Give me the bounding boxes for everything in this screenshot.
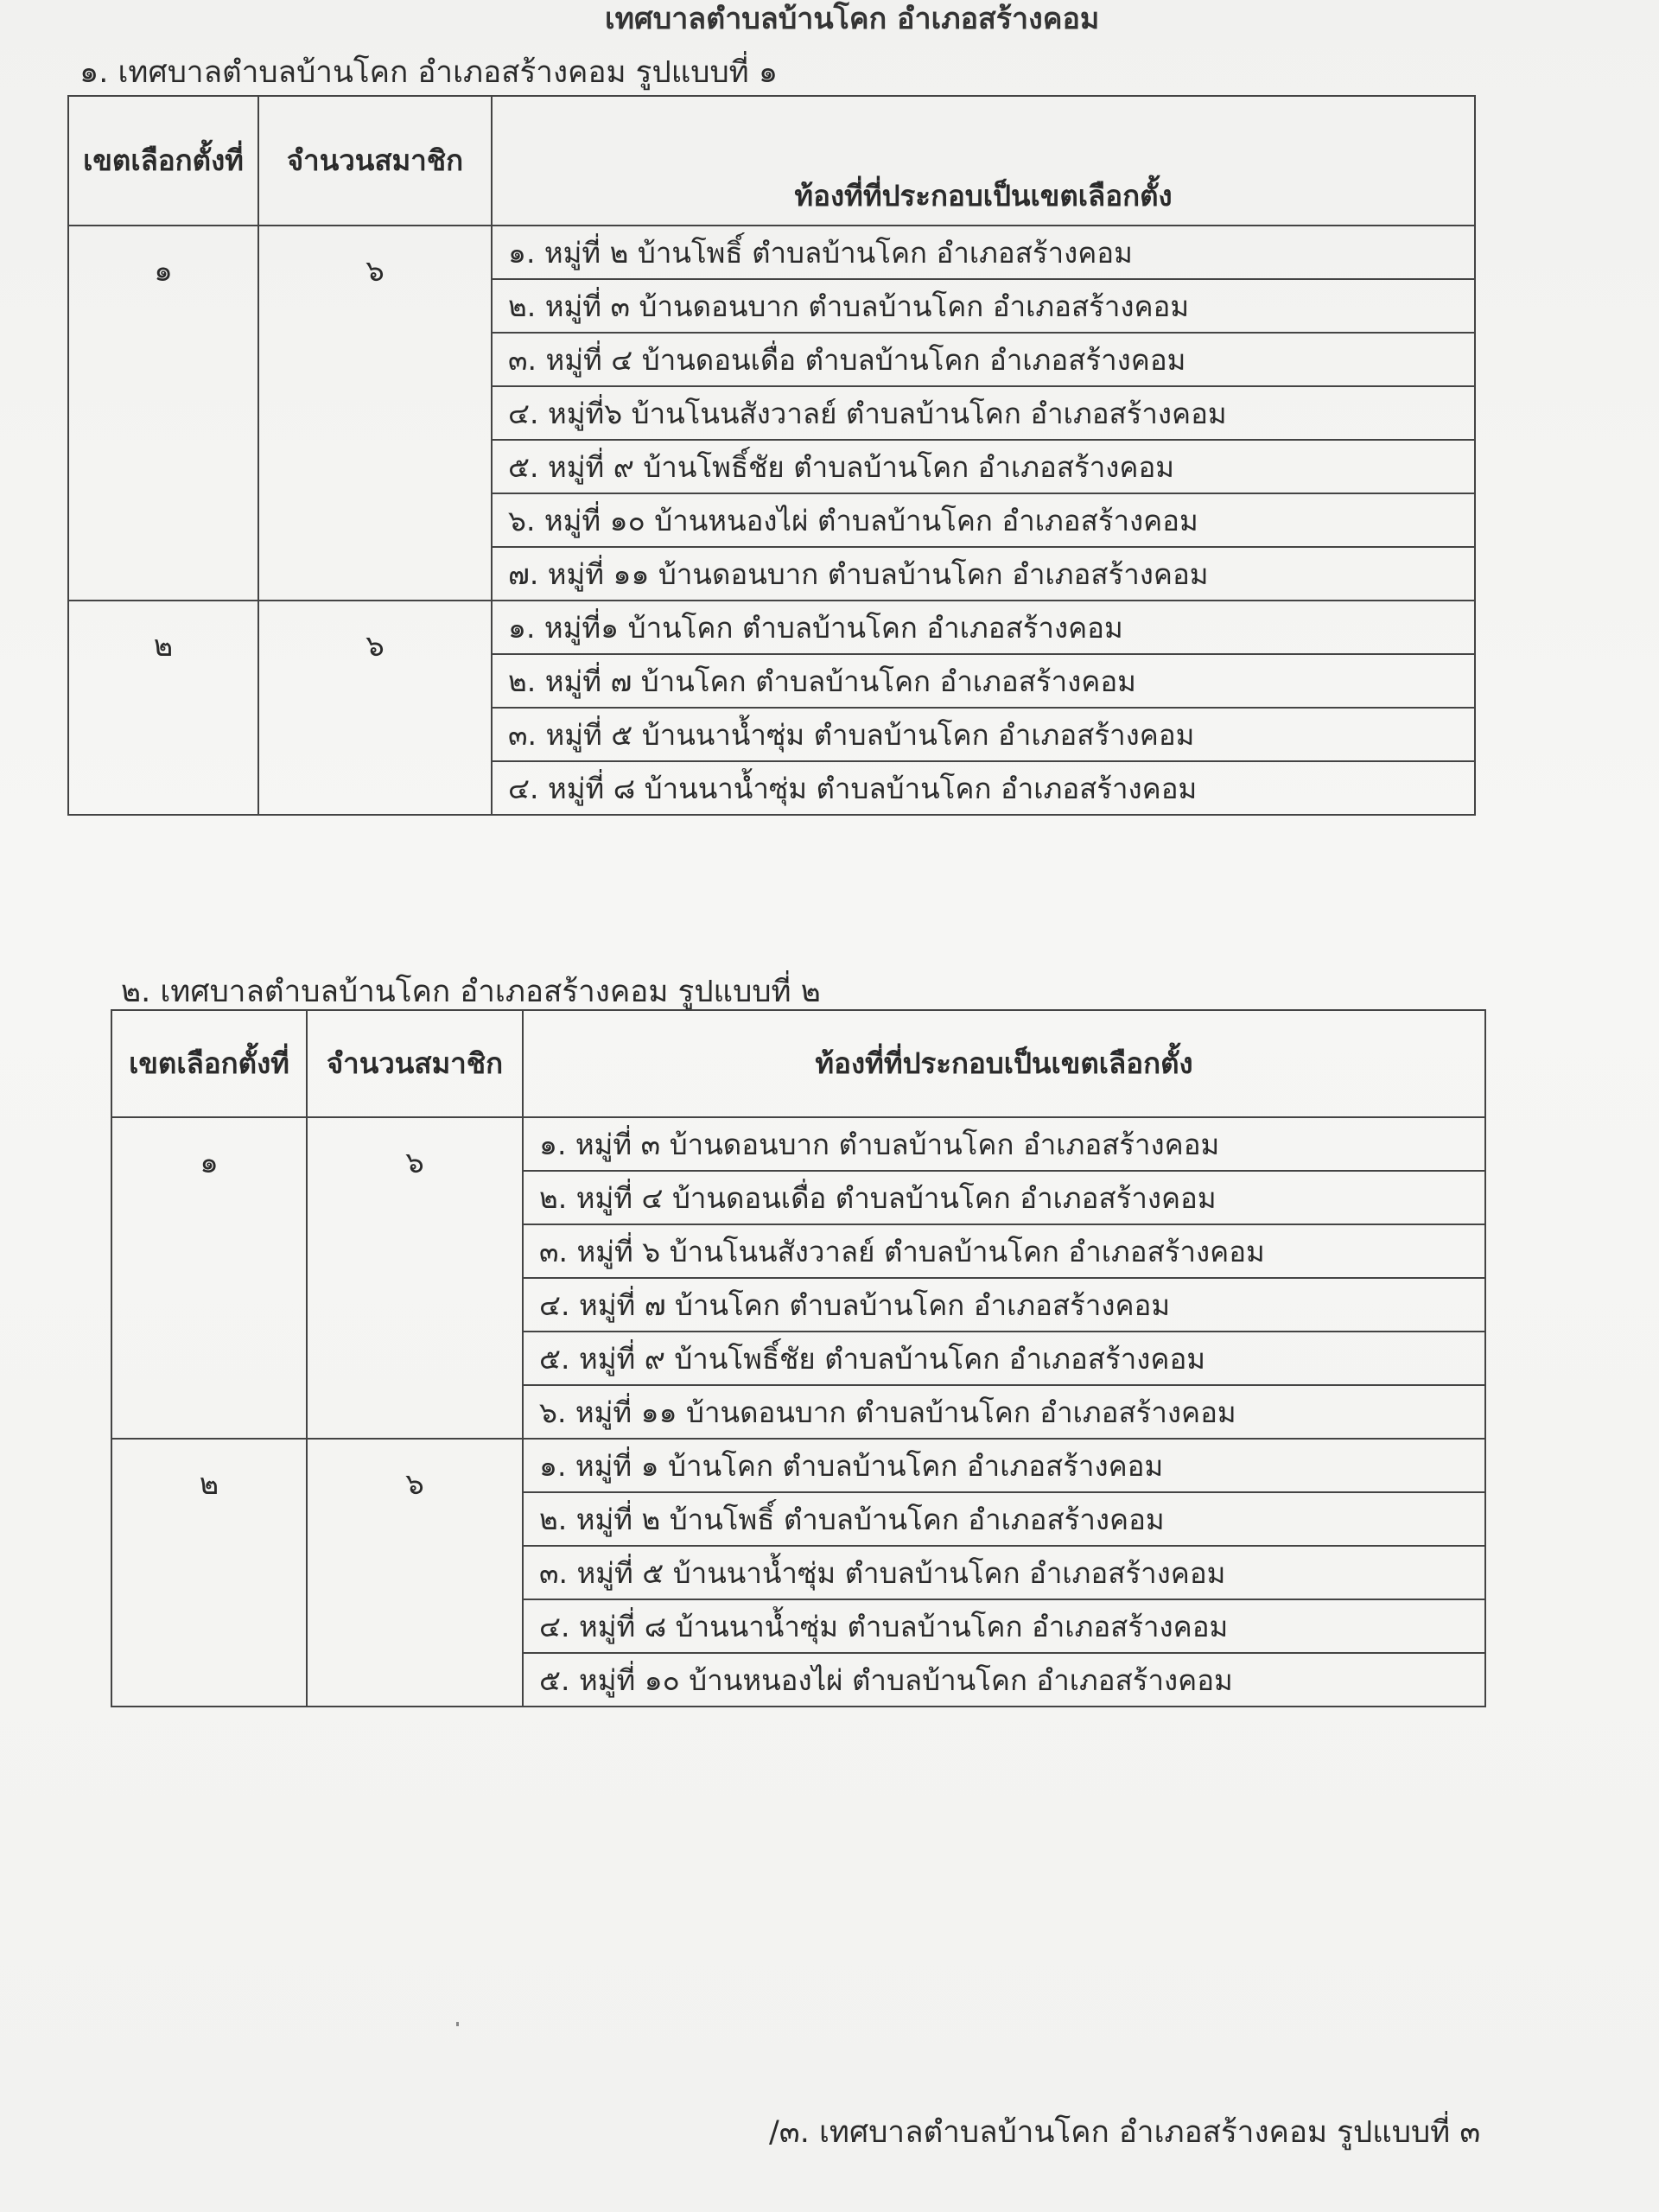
member-count-cell: ๖ — [307, 1439, 523, 1707]
area-cell: ๓. หมู่ที่ ๕ บ้านนาน้ำซุ่ม ตำบลบ้านโคก อำเภอสร้างคอม — [523, 1546, 1485, 1599]
section1-table — [67, 95, 1476, 816]
area-cell: ๔. หมู่ที่ ๘ บ้านนาน้ำซุ่ม ตำบลบ้านโคก อำเภอสร้างคอม — [523, 1599, 1485, 1653]
area-cell: ๕. หมู่ที่ ๑๐ บ้านหนองไผ่ ตำบลบ้านโคก อำเภอสร้างคอม — [523, 1653, 1485, 1707]
page-header: เทศบาลตำบลบ้านโคก อำเภอสร้างคอม — [605, 2, 1100, 36]
area-cell: ๓. หมู่ที่ ๔ บ้านดอนเดื่อ ตำบลบ้านโคก อำเภอสร้างคอม — [492, 333, 1475, 386]
section2-title: ๒. เทศบาลตำบลบ้านโคก อำเภอสร้างคอม รูปแบบที่ ๒ — [121, 975, 821, 1009]
area-cell: ๒. หมู่ที่ ๓ บ้านดอนบาก ตำบลบ้านโคก อำเภอสร้างคอม — [492, 279, 1475, 333]
area-cell: ๔. หมู่ที่ ๗ บ้านโคก ตำบลบ้านโคก อำเภอสร้างคอม — [523, 1278, 1485, 1332]
continuation-note: /๓. เทศบาลตำบลบ้านโคก อำเภอสร้างคอม รูปแบบที่ ๓ — [769, 2115, 1481, 2150]
district-column-header: เขตเลือกตั้งที่ — [111, 1010, 307, 1117]
area-cell: ๒. หมู่ที่ ๒ บ้านโพธิ์ ตำบลบ้านโคก อำเภอสร้างคอม — [523, 1492, 1485, 1546]
table-row — [68, 226, 1475, 279]
members-column-header: จำนวนสมาชิก — [258, 96, 492, 226]
area-cell: ๑. หมู่ที่๑ บ้านโคก ตำบลบ้านโคก อำเภอสร้างคอม — [492, 601, 1475, 654]
district-number-cell: ๑ — [111, 1117, 307, 1439]
area-cell: ๑. หมู่ที่ ๑ บ้านโคก ตำบลบ้านโคก อำเภอสร้างคอม — [523, 1439, 1485, 1492]
area-cell: ๑. หมู่ที่ ๒ บ้านโพธิ์ ตำบลบ้านโคก อำเภอสร้างคอม — [492, 226, 1475, 279]
area-cell: ๗. หมู่ที่ ๑๑ บ้านดอนบาก ตำบลบ้านโคก อำเภอสร้างคอม — [492, 547, 1475, 601]
table-row — [111, 1117, 1485, 1171]
member-count-cell: ๖ — [258, 601, 492, 815]
area-cell: ๕. หมู่ที่ ๙ บ้านโพธิ์ชัย ตำบลบ้านโคก อำเภอสร้างคอม — [492, 440, 1475, 493]
areas-column-header: ท้องที่ที่ประกอบเป็นเขตเลือกตั้ง — [523, 1010, 1485, 1117]
area-cell: ๓. หมู่ที่ ๖ บ้านโนนสังวาลย์ ตำบลบ้านโคก อำเภอสร้างคอม — [523, 1224, 1485, 1278]
area-cell: ๒. หมู่ที่ ๔ บ้านดอนเดื่อ ตำบลบ้านโคก อำเภอสร้างคอม — [523, 1171, 1485, 1224]
member-count-cell: ๖ — [258, 226, 492, 601]
district-number-cell: ๑ — [68, 226, 258, 601]
area-cell: ๓. หมู่ที่ ๕ บ้านนาน้ำซุ่ม ตำบลบ้านโคก อำเภอสร้างคอม — [492, 708, 1475, 761]
paper-speck — [456, 2022, 459, 2026]
areas-column-header: ท้องที่ที่ประกอบเป็นเขตเลือกตั้ง — [492, 96, 1475, 226]
table-row — [111, 1439, 1485, 1492]
area-cell: ๔. หมู่ที่๖ บ้านโนนสังวาลย์ ตำบลบ้านโคก อำเภอสร้างคอม — [492, 386, 1475, 440]
area-cell: ๖. หมู่ที่ ๑๐ บ้านหนองไผ่ ตำบลบ้านโคก อำเภอสร้างคอม — [492, 493, 1475, 547]
member-count-cell: ๖ — [307, 1117, 523, 1439]
members-column-header: จำนวนสมาชิก — [307, 1010, 523, 1117]
district-column-header: เขตเลือกตั้งที่ — [68, 96, 258, 226]
area-cell: ๒. หมู่ที่ ๗ บ้านโคก ตำบลบ้านโคก อำเภอสร้างคอม — [492, 654, 1475, 708]
district-number-cell: ๒ — [68, 601, 258, 815]
section1-title: ๑. เทศบาลตำบลบ้านโคก อำเภอสร้างคอม รูปแบบที่ ๑ — [79, 55, 779, 90]
table-header-row — [68, 96, 1475, 226]
district-number-cell: ๒ — [111, 1439, 307, 1707]
table-row — [68, 601, 1475, 654]
section2-table — [111, 1009, 1486, 1707]
area-cell: ๕. หมู่ที่ ๙ บ้านโพธิ์ชัย ตำบลบ้านโคก อำเภอสร้างคอม — [523, 1332, 1485, 1385]
area-cell: ๑. หมู่ที่ ๓ บ้านดอนบาก ตำบลบ้านโคก อำเภอสร้างคอม — [523, 1117, 1485, 1171]
area-cell: ๔. หมู่ที่ ๘ บ้านนาน้ำซุ่ม ตำบลบ้านโคก อำเภอสร้างคอม — [492, 761, 1475, 815]
table-header-row — [111, 1010, 1485, 1117]
area-cell: ๖. หมู่ที่ ๑๑ บ้านดอนบาก ตำบลบ้านโคก อำเภอสร้างคอม — [523, 1385, 1485, 1439]
